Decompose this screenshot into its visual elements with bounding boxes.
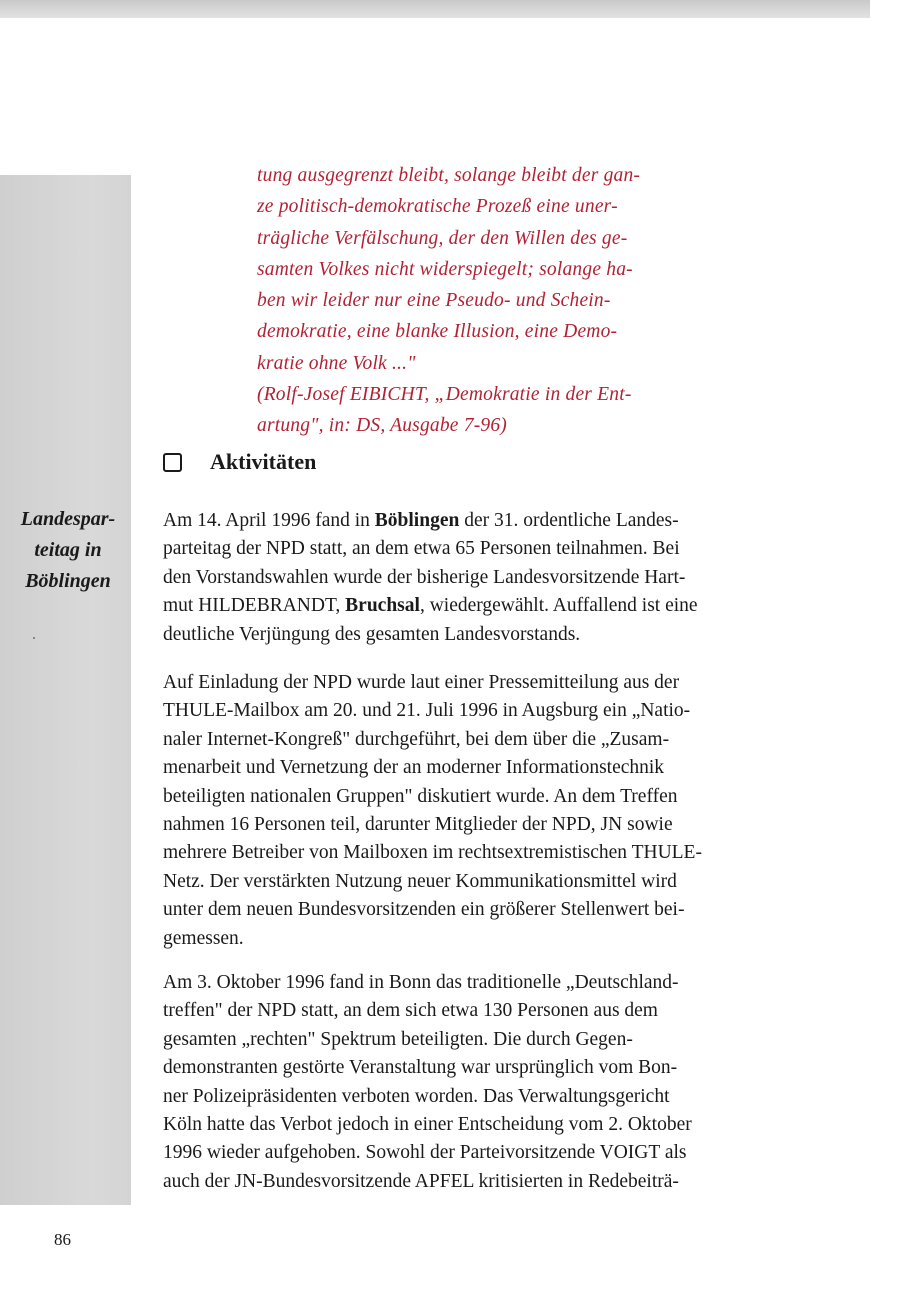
- text-run: Am 14. April 1996 fand in: [163, 510, 375, 531]
- quote-citation-line: (Rolf-Josef EIBICHT, „Demokratie in der Ent-: [257, 384, 632, 406]
- paragraph-landesparteitag: [163, 507, 783, 649]
- scan-top-edge: [0, 0, 870, 18]
- block-quote: [257, 160, 717, 442]
- paragraph-line: THULE-Mailbox am 20. und 21. Juli 1996 in Augsburg ein „Natio-: [163, 700, 691, 722]
- margin-note-line: teitag in: [34, 539, 102, 561]
- text-run: mut HILDEBRANDT,: [163, 595, 346, 617]
- paragraph-line: gesamten „rechten" Spektrum beteiligten. Die durch Gegen-: [163, 1028, 633, 1050]
- paragraph-line: 1996 wieder aufgehoben. Sowohl der Parteivorsitzende VOIGT als: [163, 1142, 687, 1164]
- paragraph-line: naler Internet-Kongreß" durchgeführt, bei dem über die „Zusam-: [163, 728, 670, 750]
- quote-line: trägliche Verfälschung, der den Willen des ge-: [257, 227, 628, 249]
- paragraph-line: unter dem neuen Bundesvorsitzenden ein größerer Stellenwert bei-: [163, 899, 685, 921]
- quote-line: kratie ohne Volk ...": [257, 352, 416, 374]
- paragraph-internet-kongress: [163, 669, 783, 953]
- quote-line: ze politisch-demokratische Prozeß eine uner-: [257, 196, 618, 218]
- margin-sidebar: [0, 175, 131, 1205]
- paragraph-line: gemessen.: [163, 927, 244, 949]
- paragraph-line: nahmen 16 Personen teil, darunter Mitglieder der NPD, JN sowie: [163, 814, 673, 836]
- quote-line: samten Volkes nicht widerspiegelt; solange ha-: [257, 258, 633, 280]
- paragraph-line: [163, 592, 783, 620]
- paragraph-line: demonstranten gestörte Veranstaltung war ursprünglich vom Bon-: [163, 1057, 678, 1079]
- paragraph-deutschlandtreffen: [163, 969, 783, 1196]
- paragraph-line: mehrere Betreiber von Mailboxen im rechtsextremistischen THULE-: [163, 842, 702, 864]
- paragraph-line: den Vorstandswahlen wurde der bisherige Landesvorsitzende Hart-: [163, 566, 686, 588]
- paragraph-line: Köln hatte das Verbot jedoch in einer Entscheidung vom 2. Oktober: [163, 1114, 692, 1136]
- text-run: , wiedergewählt. Auffallend ist eine: [419, 595, 698, 617]
- checkbox-bullet-icon: [163, 453, 182, 472]
- text-run: der 31. ordentliche Landes-: [459, 510, 679, 531]
- paragraph-line: menarbeit und Vernetzung der an moderner Informationstechnik: [163, 757, 665, 779]
- scan-speck: [33, 637, 35, 639]
- quote-line: tung ausgegrenzt bleibt, solange bleibt der gan-: [257, 165, 641, 186]
- paragraph-line: Am 3. Oktober 1996 fand in Bonn das traditionelle „Deutschland-: [163, 972, 679, 993]
- margin-note-line: Böblingen: [25, 570, 111, 592]
- quote-line: demokratie, eine blanke Illusion, eine Demo-: [257, 321, 618, 343]
- paragraph-line: parteitag der NPD statt, an dem etwa 65 Personen teilnahmen. Bei: [163, 538, 680, 560]
- place-name-bold: Bruchsal: [345, 595, 420, 617]
- margin-note-line: Landespar-: [20, 508, 116, 530]
- quote-citation-line: artung", in: DS, Ausgabe 7-96): [257, 415, 507, 437]
- quote-line: ben wir leider nur eine Pseudo- und Schein-: [257, 290, 611, 312]
- paragraph-line: [163, 507, 783, 535]
- paragraph-line: Netz. Der verstärkten Nutzung neuer Kommunikationsmittel wird: [163, 870, 677, 892]
- paragraph-line: beteiligten nationalen Gruppen" diskutiert wurde. An dem Treffen: [163, 785, 678, 807]
- paragraph-line: ner Polizeipräsidenten verboten worden. Das Verwaltungsgericht: [163, 1085, 670, 1107]
- place-name-bold: Böblingen: [374, 510, 460, 531]
- paragraph-line: auch der JN-Bundesvorsitzende APFEL kritisierten in Redebeiträ-: [163, 1170, 679, 1192]
- paragraph-line: Auf Einladung der NPD wurde laut einer Pressemitteilung aus der: [163, 672, 680, 693]
- paragraph-line: deutliche Verjüngung des gesamten Landesvorstands.: [163, 623, 581, 645]
- margin-note: [6, 504, 130, 597]
- page-number: 86: [54, 1230, 71, 1249]
- section-title: Aktivitäten: [210, 449, 317, 474]
- paragraph-line: treffen" der NPD statt, an dem sich etwa 130 Personen aus dem: [163, 1000, 658, 1022]
- section-heading: [163, 449, 316, 475]
